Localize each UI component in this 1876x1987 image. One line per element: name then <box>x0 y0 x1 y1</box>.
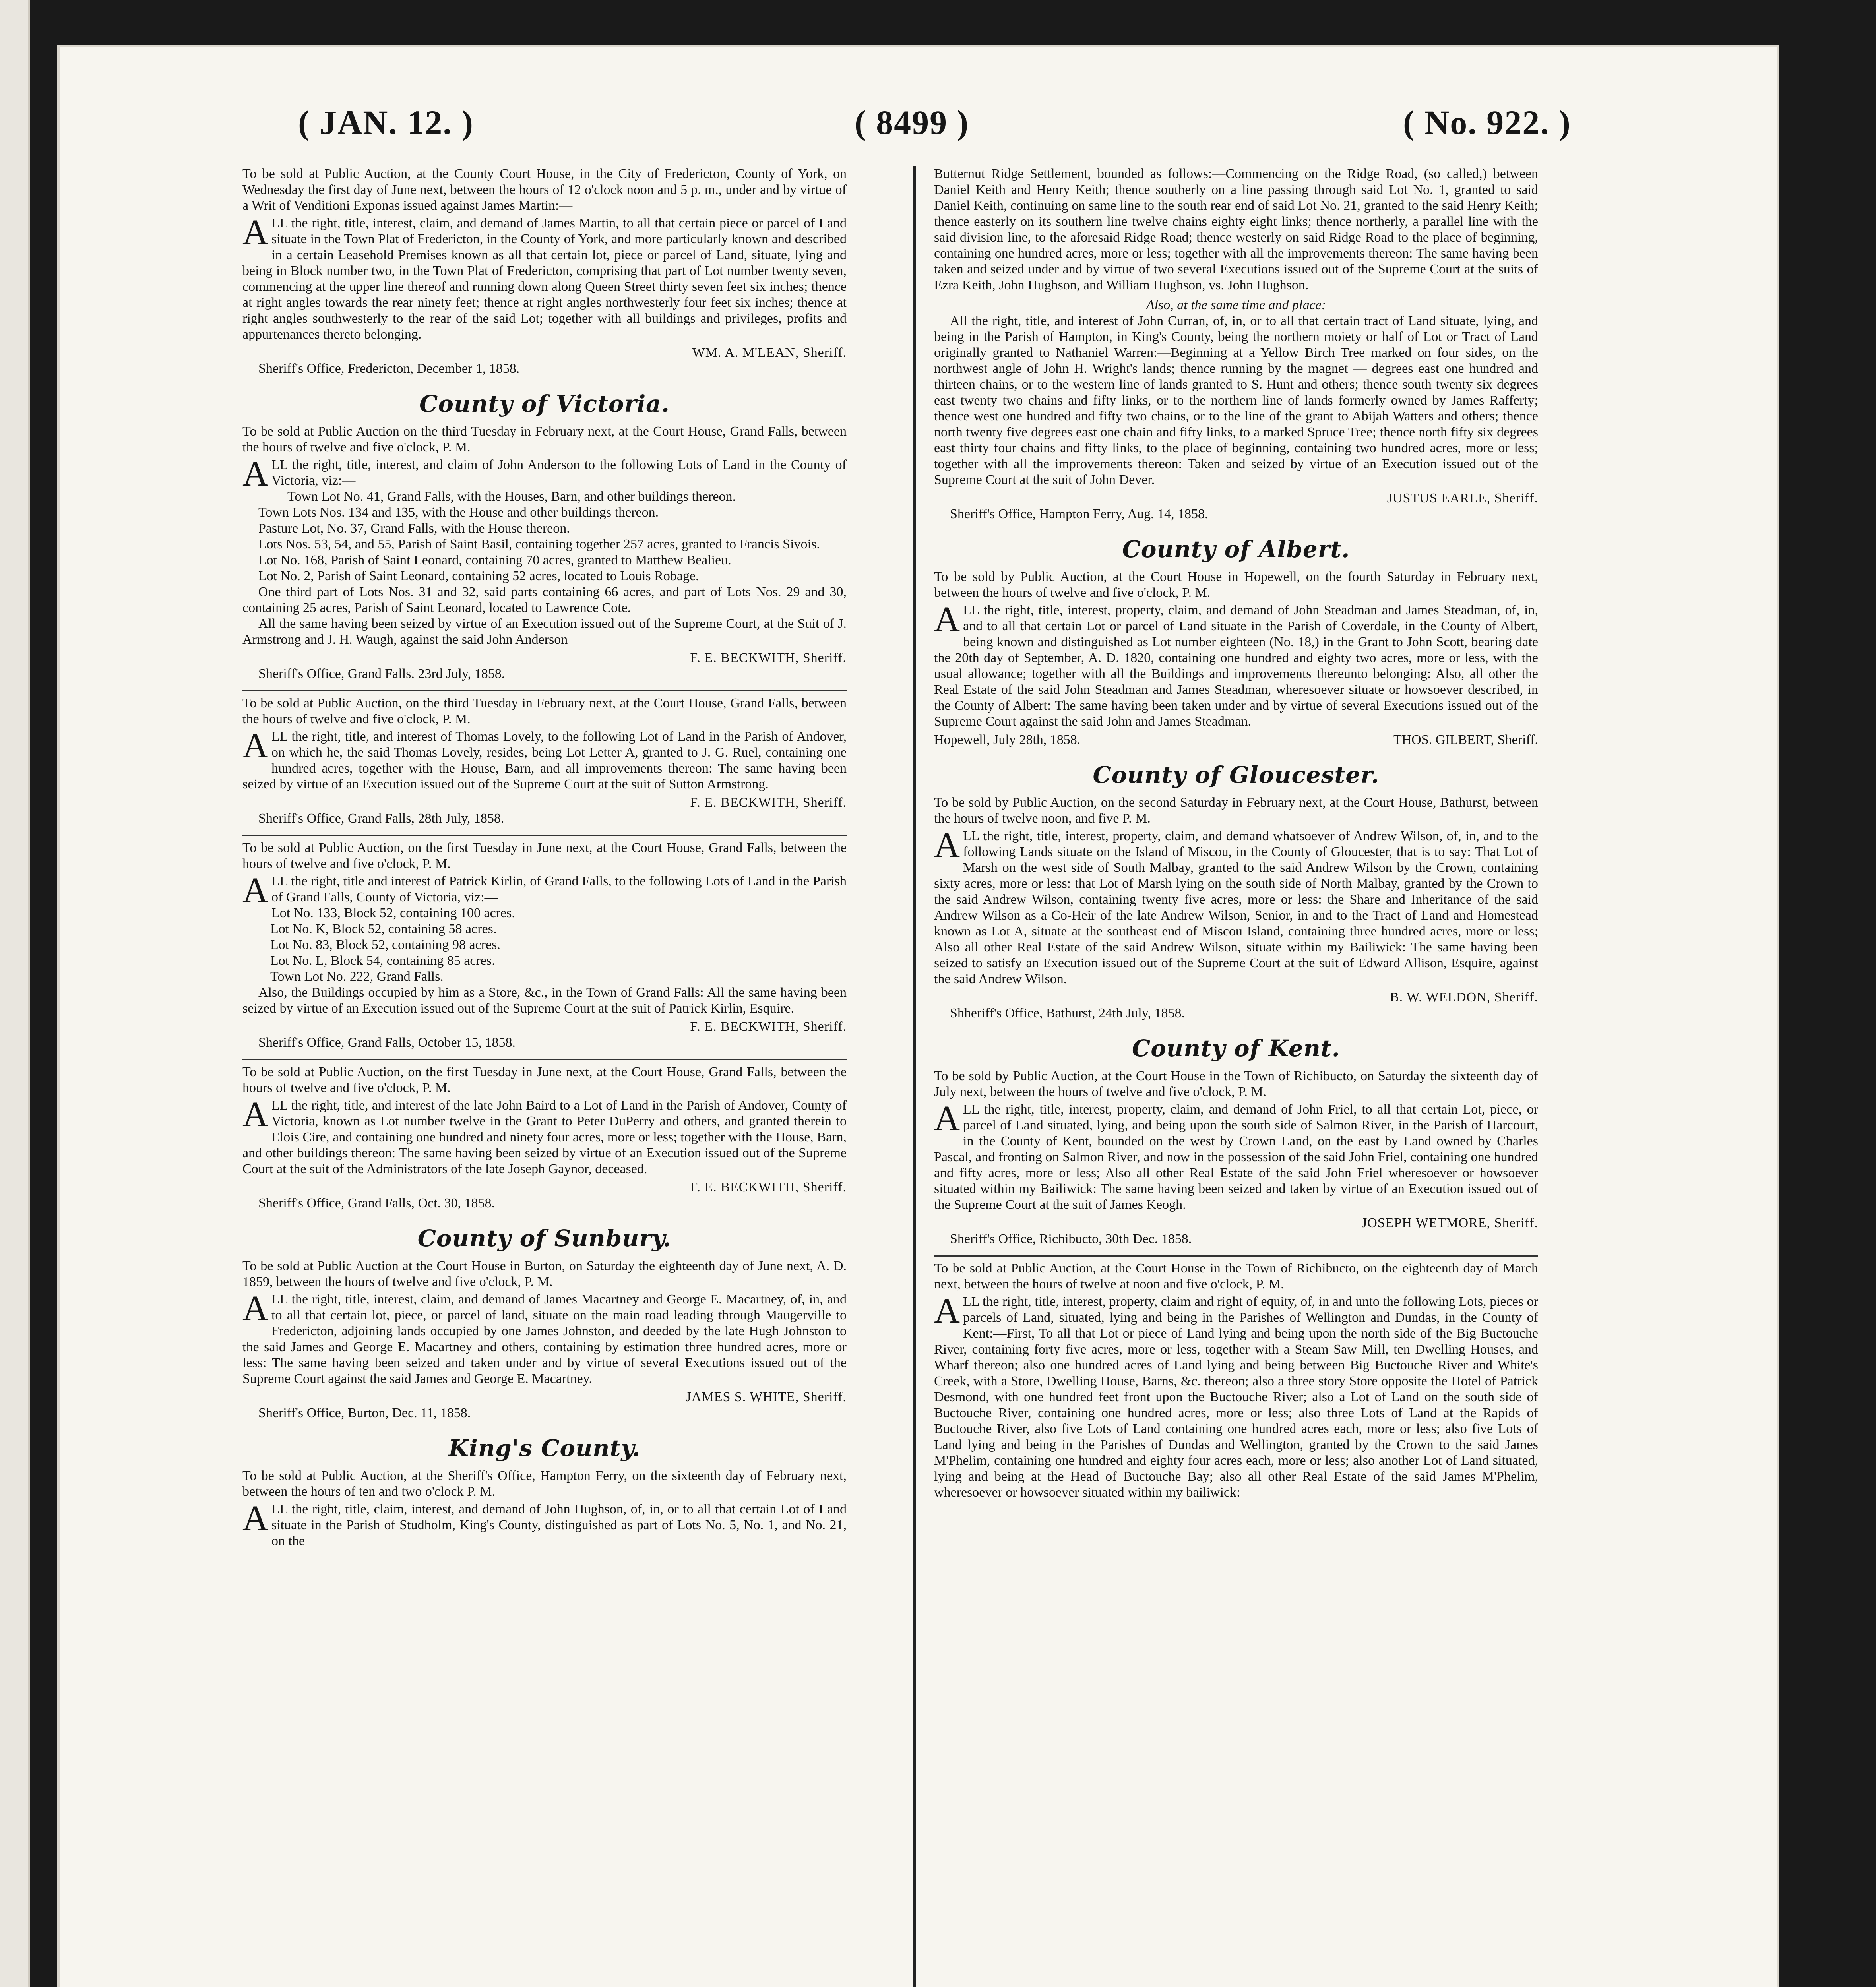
notice-anderson <box>242 424 847 682</box>
notice-body: ALL the right, title, and interest of Thomas Lovely, to the following Lot of Land in the Parish of Andover, on which he, the said Thomas Lovely, resides, being Lot Letter A, granted to J. G. Ruel, containing one hundred acres, together with the House, Barn, and all improvements thereon: The same having been seized by virtue of an Execution issued out of the Supreme Court at the suit of Sutton Armstrong. <box>242 726 847 792</box>
page-number: ( 8499 ) <box>855 103 969 141</box>
lot-item: Lot No. 2, Parish of Saint Leonard, containing 52 acres, located to Louis Robage. <box>258 569 699 583</box>
lot-line: Lot No. 133, Block 52, containing 100 acres. <box>271 906 515 920</box>
sheriff-office: Sheriff's Office, Richibucto, 30th Dec. 1858. <box>950 1232 1192 1246</box>
notice-lead: To be sold at Public Auction, at the Sheriff's Office, Hampton Ferry, on the sixteenth day of February next, between the hours of ten and two o'clock P. M. <box>242 1468 847 1499</box>
county-heading-gloucester: County of Gloucester. <box>1093 761 1380 788</box>
notice-friel <box>934 1068 1538 1247</box>
sheriff-office: Hopewell, July 28th, 1858. <box>934 732 1081 747</box>
county-heading-sunbury: County of Sunbury. <box>417 1225 672 1252</box>
sheriff-signature: WM. A. M'LEAN, Sheriff. <box>692 345 847 360</box>
lot-line: Lot No. K, Block 52, containing 58 acres. <box>270 922 497 936</box>
lot-item: One third part of Lots Nos. 31 and 32, said parts containing 66 acres, and part of Lots Nos. 29 and 30, containing 25 acres, Parish of Saint Leonard, located to Lawrence Cote. <box>242 585 847 615</box>
county-heading-kent: County of Kent. <box>1132 1035 1340 1062</box>
notice-body: ALL the right, title, interest, property, claim, and demand whatsoever of Andrew Wilson, of, in, and to the following Lands situate on the Island of Miscou, in the County of Gloucester, that is to say: That Lot of Marsh on the west side of South Malbay, granted to the said Andrew Wilson by the Crown, containing sixty acres, more or less: that Lot of Marsh lying on the south side of North Malbay, granted by the Crown to the said Andrew Wilson, containing twenty five acres, more or less: the Share and Inheritance of the said Andrew Wilson as a Co-Heir of the late Andrew Wilson, Senior, in and to the Tract of Land and Homestead known as Lot A, situate at the southeast end of Miscou Island, containing three hundred acres, more or less; Also all other Real Estate of the said Andrew Wilson, situate within my Bailiwick: The same having been seized to satisfy an Execution issued out of the Supreme Court at the suit of Edward Allison, Esquire, against the said Andrew Wilson. <box>934 825 1538 986</box>
notice-divider <box>242 1059 847 1060</box>
lot-line: Lot No. 83, Block 52, containing 98 acres. <box>270 937 500 952</box>
notice-paragraph: Butternut Ridge Settlement, bounded as follows:—Commencing on the Ridge Road, (so called,) between Daniel Keith and Henry Keith; thence southerly on a line passing through said Lot No. 1, granted to said Daniel Keith, continuing on same line to the south rear end of said Lot No. 21, granted to the said Henry Keith; thence easterly on its southern line twelve chains eighty eight links; thence northerly, a parallel line with the said division line, to the aforesaid Ridge Road; thence westerly on said Ridge Road to the place of beginning, containing one hundred acres, more or less; together with all the improvements thereon: The same having been taken and seized under and by virtue of two several Executions issued out of the Supreme Court at the suits of Ezra Keith, John Hughson, and William Hughson, vs. John Hughson. <box>934 167 1538 292</box>
notice-divider <box>934 1255 1538 1257</box>
same-time-note: Also, at the same time and place: <box>1146 298 1326 312</box>
lot-item: Pasture Lot, No. 37, Grand Falls, with the House thereon. <box>258 521 570 536</box>
county-heading-albert: County of Albert. <box>1122 536 1350 563</box>
sheriff-signature: F. E. BECKWITH, Sheriff. <box>690 651 847 665</box>
notice-body: ALL the right, title, interest, property, claim, and demand of John Friel, to all that certain Lot, piece, or parcel of Land situated, lying, and being upon the south side of Salmon River, in the Parish of Harcourt, in the County of Kent, bounded on the west by Crown Land, on the east by Land owned by Charles Pascal, and fronting on Salmon River, and now in the possession of the said John Friel, containing one hundred and fifty acres, more or less; Also all other Real Estate of the said John Friel wheresoever or howsoever situated within my Bailiwick: The same having been seized and taken by virtue of an Execution issued out of the Supreme Court at the suit of James Keogh. <box>934 1099 1538 1212</box>
notice-body: ALL the right, title, interest, claim, and demand of James Macartney and George E. Macartney, of, in, and to all that certain lot, piece, or parcel of land, situate on the main road leading through Maugerville to Fredericton, adjoining lands occupied by one James Johnston, and deeded by the late Hugh Johnston to the said James and George E. Macartney and others, containing by estimation three hundred acres, more or less: The same having been seized and taken under and by virtue of several Executions issued out of the Supreme Court against the said James and George E. Macartney. <box>242 1289 847 1386</box>
lot-line: Town Lot No. 222, Grand Falls. <box>270 969 444 984</box>
notice-divider <box>242 835 847 836</box>
sheriff-office: Sheriff's Office, Grand Falls. 23rd July, 1858. <box>258 666 505 681</box>
lot-item: Town Lot No. 41, Grand Falls, with the Houses, Barn, and other buildings thereon. <box>287 489 736 504</box>
issue-date: ( JAN. 12. ) <box>298 103 474 141</box>
notice-macartney <box>242 1258 847 1421</box>
sheriff-office: Sheriff's Office, Hampton Ferry, Aug. 14, 1858. <box>950 507 1208 521</box>
lot-line: Lot No. L, Block 54, containing 85 acres. <box>270 953 495 968</box>
lot-item: Town Lots Nos. 134 and 135, with the House and other buildings thereon. <box>258 505 659 520</box>
notice-body: ALL the right, title, interest, property, claim, and demand of John Steadman and James Steadman, of, in, and to all that certain Lot or parcel of Land situate in the Parish of Coverdale, in the County of Albert, being known and distinguished as Lot number eighteen (No. 18,) in the Grant to John Scott, bearing date the 20th day of September, A. D. 1820, containing one hundred and eighty two acres, more or less, with the usual allowance; together with all the Buildings and improvements thereunto belonging: Also, all other the Real Estate of the said John Steadman and James Steadman, wheresoever situate or howsoever described, in the County of Albert: The same having been taken under and by virtue of several Executions issued out of the Supreme Court against the said John and James Steadman. <box>934 600 1538 729</box>
county-heading-victoria: County of Victoria. <box>419 390 670 417</box>
notice-lead: To be sold by Public Auction, at the Court House in the Town of Richibucto, on Saturday the sixteenth day of July next, between the hours of twelve and five o'clock, P. M. <box>934 1069 1538 1099</box>
lot-item: All the same having been seized by virtue of an Execution issued out of the Supreme Court, at the Suit of J. Armstrong and J. H. Waugh, against the said John Anderson <box>242 616 847 647</box>
sheriff-signature: F. E. BECKWITH, Sheriff. <box>690 1019 847 1034</box>
notice-lead: To be sold at Public Auction, on the first Tuesday in June next, at the Court House, Grand Falls, between the hours of twelve and five o'clock, P. M. <box>242 1065 847 1095</box>
notice-baird <box>242 1064 847 1211</box>
notice-body: ALL the right, title, interest, claim, and demand of James Martin, to all that certain piece or parcel of Land situate in the Town Plat of Fredericton, in the County of York, and more particularly known and described in a certain Leasehold Premises known as all that certain lot, piece or parcel of Land, situate, lying and being in Block number two, in the Town Plat of Fredericton, comprising that part of Lot number twenty seven, commencing at the upper line thereof and running down along Queen Street thirty seven feet six inches; thence at right angles towards the rear ninety feet; thence at right angles northwesterly four feet six inches; thence at right angles southwesterly to the rear of the said Lot; together with all buildings and privileges, profits and appurtenances thereto belonging. <box>242 213 847 342</box>
notice-body: ALL the right, title, interest, property, claim and right of equity, of, in and unto the following Lots, pieces or parcels of Land, situated, lying and being in the Parishes of Wellington and Dundas, in the County of Kent:—First, To all that Lot or piece of Land lying and being upon the north side of the Big Buctouche River, containing forty five acres, more or less, together with a Steam Saw Mill, ten Dwelling Houses, and Wharf thereon; also one hundred acres of Land lying and being between Big Buctouche River and White's Creek, with a Store, Dwelling House, Barns, &c. thereon; also a three story Store opposite the Hotel of Patrick Desmond, with one hundred feet front upon the Buctouche River; also a Lot of Land on the south side of Buctouche River, containing one hundred acres, more or less; also three Lots of Land at the Rapids of Buctouche River, also five Lots of Land containing one hundred acres each, more or less; also five Lots of Land lying and being in the Parishes of Dundas and Wellington, granted by the Crown to the said James M'Phelim, containing one hundred and eighty four acres each, more or less; also another Lot of Land situated, lying and being at the Head of Buctouche Bay; also all other Real Estate of the said James M'Phelim, wheresoever or howsoever situated within my bailiwick: <box>934 1291 1538 1500</box>
office-signature-row <box>934 732 1538 748</box>
notice-body: ALL the right, title, and interest of the late John Baird to a Lot of Land in the Parish of Andover, County of Victoria, known as Lot number twelve in the Grant to Peter DuPerry and others, and granted therein to Elois Cire, and containing one hundred and ninety four acres, more or less; together with the House, Barn, and other buildings thereon: The same having been seized by virtue of an Execution issued out of the Supreme Court at the suit of the Administrators of the late Joseph Gaynor, deceased. <box>242 1095 847 1176</box>
left-column <box>242 166 847 1987</box>
gazette-page <box>60 47 1777 1987</box>
notice-lead: To be sold at Public Auction, on the first Tuesday in June next, at the Court House, Grand Falls, between the hours of twelve and five o'clock, P. M. <box>242 841 847 871</box>
notice-divider <box>242 690 847 691</box>
sheriff-signature: JOSEPH WETMORE, Sheriff. <box>1362 1216 1538 1230</box>
sheriff-signature: JAMES S. WHITE, Sheriff. <box>686 1390 847 1404</box>
notice-lovely <box>242 695 847 827</box>
lot-item: Lot No. 168, Parish of Saint Leonard, containing 70 acres, granted to Matthew Bealieu. <box>258 553 731 567</box>
notice-body: ALL the right, title, claim, interest, and demand of John Hughson, of, in, or to all that certain Lot of Land situate in the Parish of Studholm, King's County, distinguished as part of Lots No. 5, No. 1, and No. 21, on the <box>242 1499 847 1548</box>
notice-hughson <box>242 1468 847 1549</box>
notice-lead: To be sold at Public Auction, at the Court House in the Town of Richibucto, on the eighteenth day of March next, between the hours of twelve at noon and five o'clock, P. M. <box>934 1261 1538 1292</box>
right-column <box>934 166 1538 1987</box>
county-heading-kings: King's County. <box>448 1435 641 1462</box>
notice-kirlin <box>242 840 847 1051</box>
sheriff-office: Sheriff's Office, Grand Falls, Oct. 30, 1858. <box>258 1196 495 1210</box>
column-rule <box>913 166 916 1987</box>
sheriff-signature: THOS. GILBERT, Sheriff. <box>1393 732 1538 747</box>
sheriff-signature: F. E. BECKWITH, Sheriff. <box>690 795 847 810</box>
sheriff-office: Shheriff's Office, Bathurst, 24th July, 1858. <box>950 1006 1185 1021</box>
scan-margin <box>0 0 30 1987</box>
notice-lead: To be sold at Public Auction, at the County Court House, in the City of Fredericton, County of York, on Wednesday the first day of June next, between the hours of 12 o'clock noon and 5 p. m., under and by virtue of a Writ of Venditioni Exponas issued against James Martin:— <box>242 167 847 213</box>
page-header <box>60 103 1777 154</box>
sheriff-office: Sheriff's Office, Fredericton, December 1, 1858. <box>258 361 520 376</box>
lot-item: Lots Nos. 53, 54, and 55, Parish of Saint Basil, containing together 257 acres, granted to Francis Sivois. <box>258 537 820 552</box>
sheriff-signature: F. E. BECKWITH, Sheriff. <box>690 1180 847 1195</box>
notice-hughson-continued <box>934 166 1538 522</box>
notice-lead: To be sold at Public Auction at the Court House in Burton, on Saturday the eighteenth day of June next, A. D. 1859, between the hours of twelve and five o'clock, P. M. <box>242 1259 847 1289</box>
notice-york <box>242 166 847 377</box>
notice-paragraph: Also, the Buildings occupied by him as a Store, &c., in the Town of Grand Falls: All the same having been seized by virtue of an Execution issued out of the Supreme Court at the suit of Patrick Kirlin, Esquire. <box>242 985 847 1016</box>
notice-wilson <box>934 795 1538 1021</box>
notice-lead: To be sold at Public Auction on the third Tuesday in February next, at the Court House, Grand Falls, between the hours of twelve and five o'clock, P. M. <box>242 424 847 455</box>
notice-lead: To be sold at Public Auction, on the third Tuesday in February next, at the Court House, Grand Falls, between the hours of twelve and five o'clock, P. M. <box>242 696 847 726</box>
sheriff-signature: JUSTUS EARLE, Sheriff. <box>1387 491 1538 505</box>
notice-mphelim <box>934 1261 1538 1501</box>
sheriff-office: Sheriff's Office, Burton, Dec. 11, 1858. <box>258 1406 471 1420</box>
sheriff-signature: B. W. WELDON, Sheriff. <box>1390 990 1538 1005</box>
notice-lead: To be sold by Public Auction, on the second Saturday in February next, at the Court House, Bathurst, between the hours of twelve noon, and five P. M. <box>934 795 1538 826</box>
issue-number: ( No. 922. ) <box>1403 103 1571 141</box>
notice-paragraph: All the right, title, and interest of John Curran, of, in, or to all that certain tract of Land situate, lying, and being in the Parish of Hampton, in King's County, being the northern moiety or half of Lot or Tract of Land originally granted to Nathaniel Warren:—Beginning at a Yellow Birch Tree marked on four sides, on the northwest angle of John H. Wright's lands; thence running by the magnet — degrees east one hundred and thirteen chains, or to the western line of lands granted to S. Hunt and others; thence south twenty six degrees east twenty two chains and fifty links, or to the northern line of lands formerly owned by James Rafferty; thence west one hundred and fifty two chains, or to the line of the grant to Abijah Watters and others; thence north twenty five degrees east one chain and fifty links, to a marked Spruce Tree; thence north fifty six degrees east thirty four chains and fifty links, to the place of beginning, containing two hundred acres, more or less; together with all the improvements thereon: Taken and seized by virtue of an Execution issued out of the Supreme Court at the suit of John Dever. <box>934 314 1538 487</box>
sheriff-office: Sheriff's Office, Grand Falls, October 15, 1858. <box>258 1035 516 1050</box>
notice-lead: To be sold by Public Auction, at the Court House in Hopewell, on the fourth Saturday in February next, between the hours of twelve and five o'clock, P. M. <box>934 569 1538 600</box>
sheriff-office: Sheriff's Office, Grand Falls, 28th July, 1858. <box>258 811 504 826</box>
notice-body: ALL the right, title, interest, and claim of John Anderson to the following Lots of Land in the County of Victoria, viz:— <box>242 454 847 494</box>
notice-steadman <box>934 569 1538 748</box>
notice-body: ALL the right, title and interest of Patrick Kirlin, of Grand Falls, to the following Lots of Land in the Parish of Grand Falls, County of Victoria, viz:— <box>242 871 847 910</box>
